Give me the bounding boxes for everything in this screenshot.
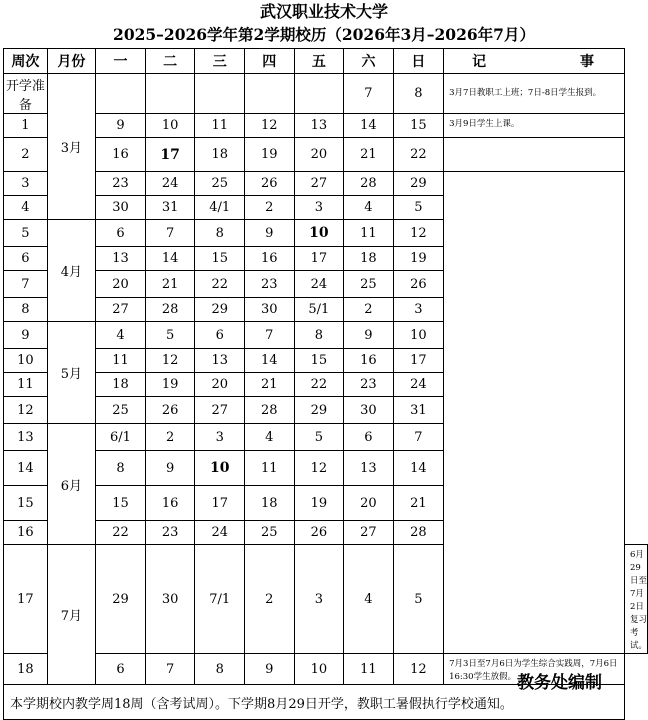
day-cell: 20 [294,138,344,172]
month-column-header: 月份 [47,49,95,74]
remark-text: 本学期校内教学周18周（含考试周）。下学期8月29日开学，教职工暑假执行学校通知。 [4,685,625,720]
day-cell: 24 [145,172,195,196]
day-cell: 16 [344,349,393,373]
day-cell: 5 [145,322,195,349]
notes-cell-empty [444,138,625,172]
week-number: 10 [4,349,48,373]
notes-cell: 3月7日教职工上班；7日-8日学生报到。 [444,74,625,114]
week-number: 17 [4,545,48,654]
day-cell: 4 [245,424,294,451]
day-cell: 17 [393,349,443,373]
day-cell: 30 [344,397,393,424]
day-cell: 23 [96,172,146,196]
day-cell: 11 [245,451,294,486]
day-cell: 7 [393,424,443,451]
notes-cell: 6月29日至7月2日复习考试。 [625,545,648,654]
day-cell: 15 [393,114,443,138]
day-cell: 2 [245,545,294,654]
day-cell: 14 [145,247,195,271]
week-number: 18 [4,654,48,685]
day-cell: 22 [294,373,344,397]
day-cell: 29 [393,172,443,196]
day-cell: 27 [344,521,393,545]
day-cell: 17 [294,247,344,271]
week-number: 3 [4,172,48,196]
day-cell: 4/1 [195,196,245,220]
day-cell: 29 [195,298,245,322]
weekday-header-thu: 四 [245,49,294,74]
day-cell: 19 [393,247,443,271]
week-number: 2 [4,138,48,172]
month-label: 5月 [47,322,95,424]
day-cell: 26 [294,521,344,545]
notes-cell-empty [444,172,625,654]
day-cell: 10 [195,451,245,486]
day-cell: 25 [344,271,393,298]
day-cell: 31 [145,196,195,220]
month-label: 7月 [47,545,95,685]
day-cell: 3 [294,545,344,654]
day-cell: 10 [393,322,443,349]
notes-header-left: 记 [472,54,487,70]
day-cell: 25 [245,521,294,545]
day-cell: 2 [245,196,294,220]
day-cell: 18 [96,373,146,397]
day-cell: 6/1 [96,424,146,451]
day-cell: 19 [245,138,294,172]
week-number: 8 [4,298,48,322]
day-cell: 27 [294,172,344,196]
day-cell: 11 [344,654,393,685]
day-cell: 7 [245,322,294,349]
day-cell: 3 [195,424,245,451]
day-cell: 4 [96,322,146,349]
month-label: 4月 [47,220,95,322]
day-cell-empty [195,74,245,114]
month-label: 3月 [47,74,95,220]
day-cell: 31 [393,397,443,424]
day-cell: 12 [294,451,344,486]
day-cell: 13 [96,247,146,271]
week-column-header: 周次 [4,49,48,74]
day-cell: 12 [145,349,195,373]
day-cell: 8 [294,322,344,349]
day-cell: 21 [145,271,195,298]
day-cell: 25 [195,172,245,196]
day-cell: 13 [344,451,393,486]
weekday-header-tue: 二 [145,49,195,74]
week-number: 1 [4,114,48,138]
week-number: 6 [4,247,48,271]
day-cell: 16 [145,486,195,521]
day-cell: 14 [344,114,393,138]
day-cell: 27 [195,397,245,424]
day-cell: 17 [145,138,195,172]
day-cell: 11 [344,220,393,247]
day-cell: 8 [393,74,443,114]
document-subtitle: 2025–2026学年第2学期校历（2026年3月–2026年7月） [113,25,535,44]
notes-column-header [444,49,625,74]
day-cell: 18 [344,247,393,271]
day-cell: 11 [96,349,146,373]
day-cell: 23 [145,521,195,545]
day-cell: 24 [294,271,344,298]
day-cell: 26 [145,397,195,424]
weekday-header-sun: 日 [393,49,443,74]
day-cell-empty [96,74,146,114]
day-cell: 8 [195,220,245,247]
day-cell: 2 [344,298,393,322]
day-cell: 13 [195,349,245,373]
notes-header-right: 事 [580,54,594,70]
day-cell: 18 [245,486,294,521]
day-cell: 21 [245,373,294,397]
day-cell: 10 [294,654,344,685]
month-label: 6月 [47,424,95,545]
day-cell: 22 [393,138,443,172]
day-cell: 12 [245,114,294,138]
day-cell: 20 [344,486,393,521]
week-number: 11 [4,373,48,397]
day-cell: 10 [294,220,344,247]
week-number: 15 [4,486,48,521]
week-number: 9 [4,322,48,349]
day-cell: 19 [145,373,195,397]
day-cell: 13 [294,114,344,138]
day-cell: 7 [145,220,195,247]
day-cell: 21 [393,486,443,521]
day-cell: 24 [195,521,245,545]
day-cell: 27 [96,298,146,322]
day-cell: 6 [96,220,146,247]
weekday-header-sat: 六 [344,49,393,74]
day-cell: 21 [344,138,393,172]
day-cell: 22 [195,271,245,298]
day-cell: 29 [96,545,146,654]
week-row [4,138,648,172]
editor-credit: 教务处编制 [517,673,602,693]
day-cell: 6 [96,654,146,685]
day-cell: 12 [393,220,443,247]
day-cell: 7 [344,74,393,114]
week-number: 12 [4,397,48,424]
notes-cell: 7月3日至7月6日为学生综合实践周，7月6日16:30学生放假。 [444,654,625,685]
day-cell: 8 [195,654,245,685]
day-cell: 20 [195,373,245,397]
day-cell: 23 [344,373,393,397]
day-cell: 25 [96,397,146,424]
day-cell: 9 [96,114,146,138]
day-cell: 7/1 [195,545,245,654]
day-cell: 3 [294,196,344,220]
prep-label: 开学准备 [4,74,48,114]
day-cell: 11 [195,114,245,138]
day-cell: 29 [294,397,344,424]
day-cell: 15 [195,247,245,271]
day-cell: 14 [245,349,294,373]
day-cell: 20 [96,271,146,298]
day-cell-empty [294,74,344,114]
week-number: 16 [4,521,48,545]
day-cell: 12 [393,654,443,685]
day-cell: 9 [245,220,294,247]
day-cell: 16 [96,138,146,172]
day-cell-empty [145,74,195,114]
day-cell: 5 [393,545,443,654]
day-cell: 30 [245,298,294,322]
day-cell: 28 [344,172,393,196]
week-number: 4 [4,196,48,220]
day-cell: 3 [393,298,443,322]
day-cell: 7 [145,654,195,685]
day-cell: 4 [344,545,393,654]
week-row [4,114,648,138]
day-cell: 18 [195,138,245,172]
notes-cell: 3月9日学生上课。 [444,114,625,138]
day-cell: 2 [145,424,195,451]
week-number: 5 [4,220,48,247]
day-cell: 24 [393,373,443,397]
week-row [4,172,648,196]
day-cell: 8 [96,451,146,486]
day-cell-empty [245,74,294,114]
day-cell: 9 [344,322,393,349]
day-cell: 30 [145,545,195,654]
week-number: 13 [4,424,48,451]
day-cell: 5 [393,196,443,220]
weekday-header-wed: 三 [195,49,245,74]
day-cell: 26 [245,172,294,196]
day-cell: 6 [344,424,393,451]
day-cell: 16 [245,247,294,271]
day-cell: 15 [294,349,344,373]
day-cell: 28 [245,397,294,424]
week-number: 7 [4,271,48,298]
day-cell: 28 [393,521,443,545]
day-cell: 28 [145,298,195,322]
day-cell: 4 [344,196,393,220]
day-cell: 9 [145,451,195,486]
day-cell: 9 [245,654,294,685]
weekday-header-fri: 五 [294,49,344,74]
day-cell: 5/1 [294,298,344,322]
weekday-header-mon: 一 [96,49,146,74]
day-cell: 19 [294,486,344,521]
document-title: 武汉职业技术大学 [259,2,388,21]
day-cell: 22 [96,521,146,545]
day-cell: 17 [195,486,245,521]
header-row [4,49,648,74]
week-number: 14 [4,451,48,486]
day-cell: 30 [96,196,146,220]
day-cell: 23 [245,271,294,298]
calendar-table [3,48,648,720]
day-cell: 5 [294,424,344,451]
day-cell: 10 [145,114,195,138]
day-cell: 14 [393,451,443,486]
day-cell: 26 [393,271,443,298]
day-cell: 15 [96,486,146,521]
prep-row [4,74,648,114]
day-cell: 6 [195,322,245,349]
